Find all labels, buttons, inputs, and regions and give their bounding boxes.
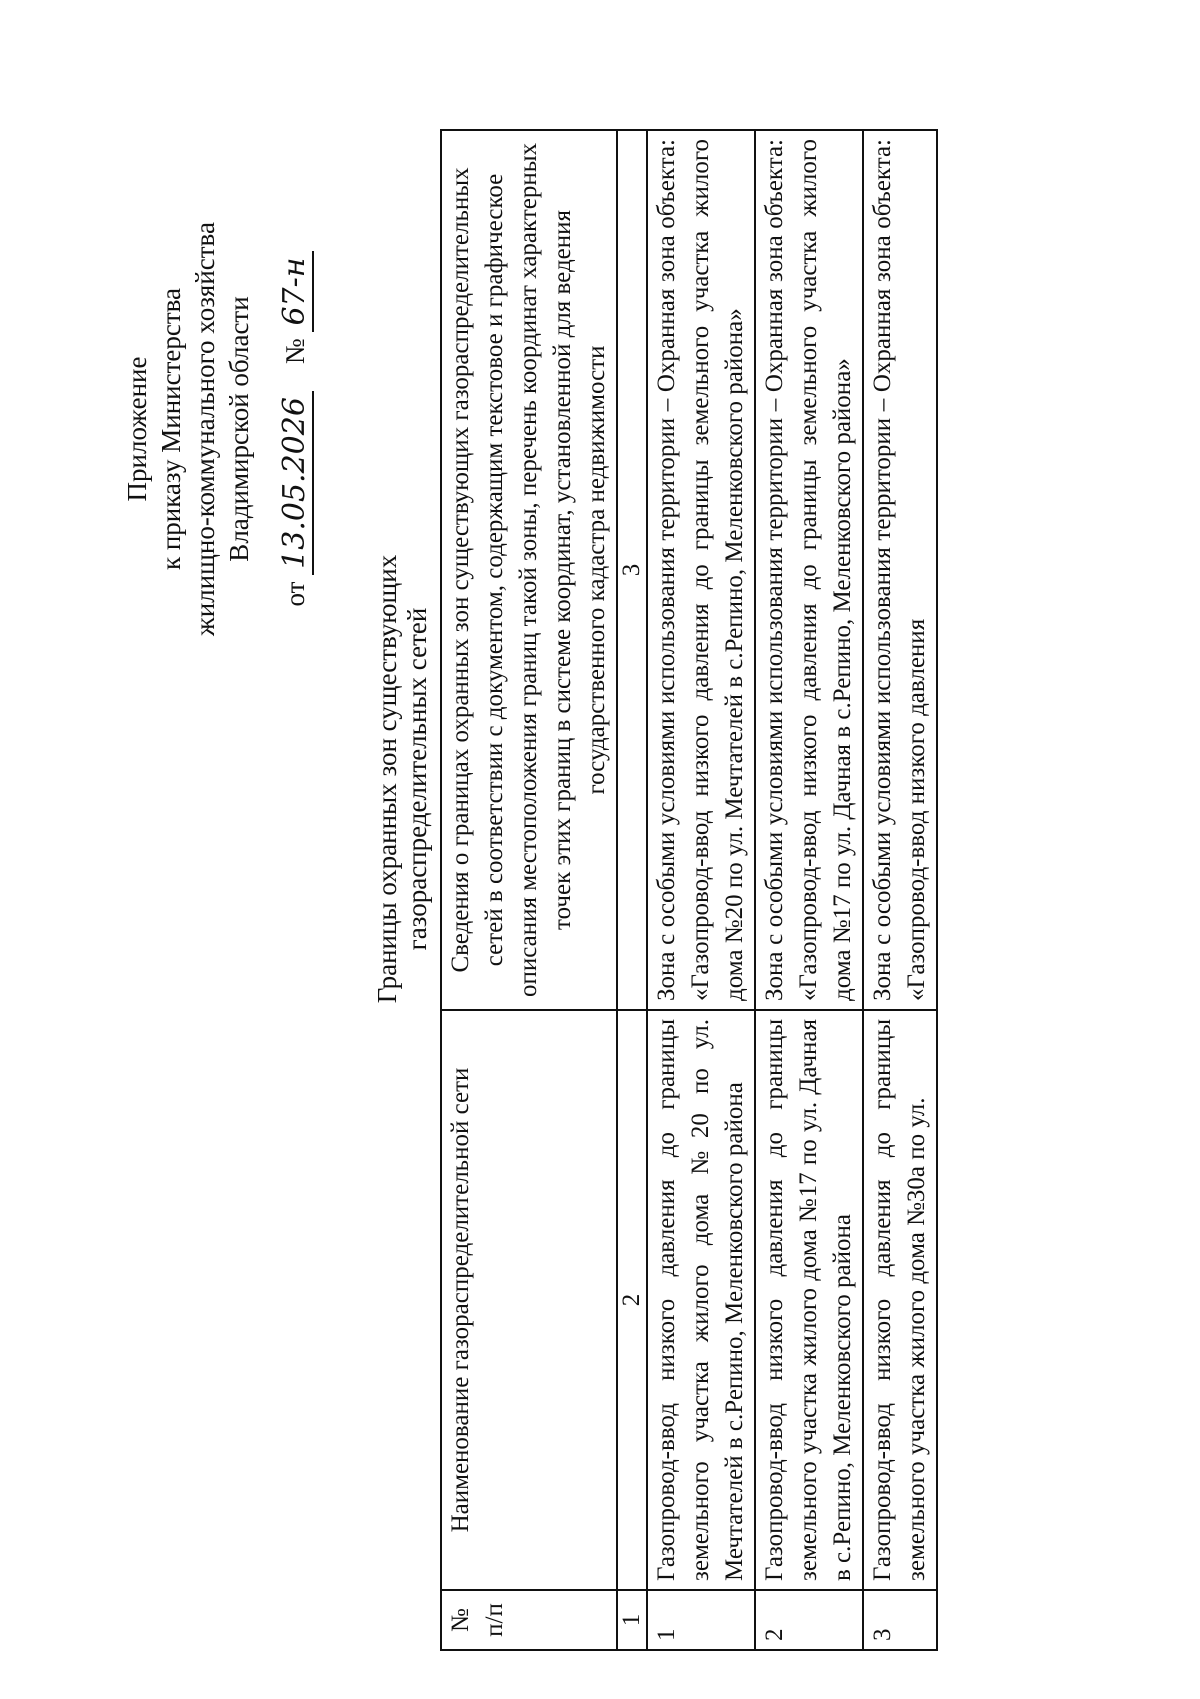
appendix-label: Приложение xyxy=(122,356,152,502)
table-row xyxy=(755,130,863,1650)
row-number: 1 xyxy=(647,1590,755,1650)
zone-info: Зона с особыми условиями использования территории – Охранная зона объекта: «Газопровод-ввод низкого давления до границы земельного участка жилого дома №17 по ул. Дачная в с.Репино, Меленковского района» xyxy=(755,130,863,1010)
column-number-1: 1 xyxy=(617,1590,647,1650)
order-date-line xyxy=(278,169,314,689)
region-name: Владимирской области xyxy=(224,296,254,562)
order-reference: к приказу Министерства xyxy=(156,287,186,571)
appendix-header xyxy=(120,169,314,689)
number-label: № xyxy=(280,338,310,365)
table-header-row xyxy=(441,130,617,1650)
table-row xyxy=(863,130,937,1650)
order-date: 13.05.2026 xyxy=(278,391,314,575)
zones-table xyxy=(440,129,938,1651)
column-number-2: 2 xyxy=(617,1010,647,1590)
header-number: № п/п xyxy=(441,1590,617,1650)
zone-info: Зона с особыми условиями использования территории – Охранная зона объекта: «Газопровод-ввод низкого давления xyxy=(863,130,937,1010)
column-numbers-row xyxy=(617,130,647,1650)
ministry-name: жилищно-коммунального хозяйства xyxy=(190,222,220,636)
title-line-2: газораспределительных сетей xyxy=(402,607,432,951)
network-name: Газопровод-ввод низкого давления до границы земельного участка жилого дома №17 по ул. Дачная в с.Репино, Меленковского района xyxy=(755,1010,863,1590)
order-number: 67-н xyxy=(278,251,314,331)
column-number-3: 3 xyxy=(617,130,647,1010)
table-row xyxy=(647,130,755,1650)
header-network-name: Наименование газораспределительной сети xyxy=(441,1010,617,1590)
zone-info: Зона с особыми условиями использования территории – Охранная зона объекта: «Газопровод-ввод низкого давления до границы земельного участка жилого дома №20 по ул. Мечтателей в с.Репино, Меленковского района» xyxy=(647,130,755,1010)
row-number: 3 xyxy=(863,1590,937,1650)
document-title xyxy=(372,279,432,1279)
header-zone-info: Сведения о границах охранных зон существующих газораспределительных сетей в соответствии с документом, содержащим текстовое и графическое описания местоположения границ такой зоны, перечень координат характерных точек этих границ в системе координат, установленной для ведения государственного кадастра недвижимости xyxy=(441,130,617,1010)
title-line-1: Границы охранных зон существующих xyxy=(372,554,402,1004)
network-name: Газопровод-ввод низкого давления до границы земельного участка жилого дома №20 по ул. Мечтателей в с.Репино, Меленковского района xyxy=(647,1010,755,1590)
from-label: от xyxy=(280,581,310,607)
network-name: Газопровод-ввод низкого давления до границы земельного участка жилого дома №30а по ул. xyxy=(863,1010,937,1590)
row-number: 2 xyxy=(755,1590,863,1650)
